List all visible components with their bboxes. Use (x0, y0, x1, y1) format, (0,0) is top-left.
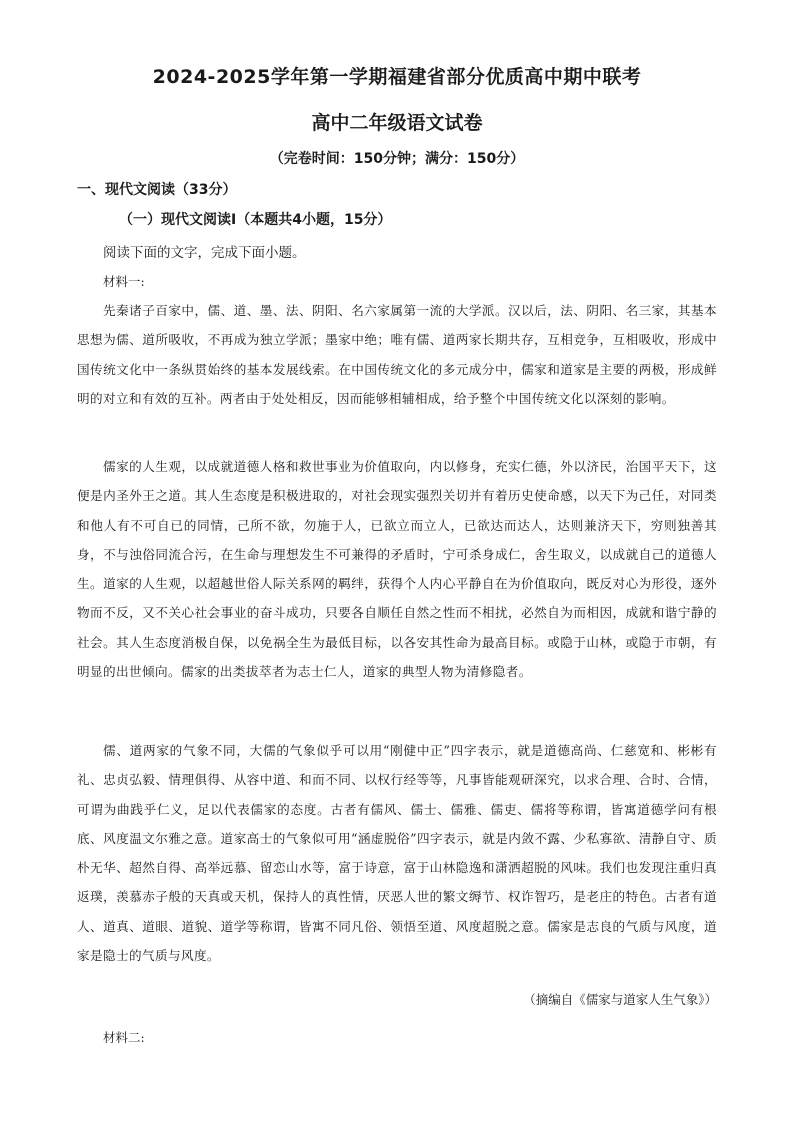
sub-section-heading: （一）现代文阅读Ⅰ（本题共4小题，15分） (119, 212, 392, 228)
exam-time-and-score: （完卷时间：150分钟；满分：150分） (269, 151, 525, 167)
material-two-label: 材料二: (103, 1030, 145, 1045)
passage-paragraph-2: 儒家的人生观，以成就道德人格和救世事业为价值取向，内以修身，充实仁德，外以济民，治国平天下，这便是内圣外王之道。其人生态度是积极进取的，对社会现实强烈关切并有着历史使命感，以天下为己任，对同类和他人有不可自已的同情，己所不欲，勿施于人，已欲立而立人，已欲达而达人，达则兼济天下，穷则独善其身，不与浊俗同流合污，在生命与理想发生不可兼得的矛盾时，宁可杀身成仁，舍生取义，以成就自己的道德人生。道家的人生观，以超越世俗人际关系网的羁绊，获得个人内心平静自在为价值取向，既反对心为形役，逐外物而不反，又不关心社会事业的奋斗成功，只要各自顺任自然之性而不相扰，必然自为而相因，成就和谐宁静的社会。其人生态度消极自保，以免祸全生为最低目标，以各安其性命为最高目标。或隐于山林，或隐于市朝，有明显的出世倾向。儒家的出类拔萃者为志士仁人，道家的典型人物为清修隐者。 (77, 459, 717, 680)
section-heading: 一、现代文阅读（33分） (77, 182, 237, 198)
reading-instruction: 阅读下面的文字，完成下面小题。 (103, 245, 306, 261)
source-citation: （摘编自《儒家与道家人生气象》） (523, 992, 717, 1007)
exam-subtitle: 高中二年级语文试卷 (311, 112, 483, 134)
passage-paragraph-1: 先秦诸子百家中，儒、道、墨、法、阴阳、名六家属第一流的大学派。汉以后，法、阴阳、名三家，其基本思想为儒、道所吸收，不再成为独立学派；墨家中绝；唯有儒、道两家长期共存，互相竞争，互相吸收，形成中国传统文化中一条纵贯始终的基本发展线索。在中国传统文化的多元成分中，儒家和道家是主要的两极，形成鲜明的对立和有效的互补。两者由于处处相反，因而能够相辅相成，给予整个中国传统文化以深刻的影响。 (77, 303, 717, 406)
material-one-label: 材料一: (103, 274, 145, 289)
exam-title: 2024-2025学年第一学期福建省部分优质高中期中联考 (152, 66, 642, 88)
passage-paragraph-3: 儒、道两家的气象不同，大儒的气象似乎可以用“刚健中正”四字表示，就是道德高尚、仁慈宽和、彬彬有礼、忠贞弘毅、情理俱得、从容中道、和而不同、以权行经等等，凡事皆能观研深究，以求合理、合时、合情，可谓为曲践乎仁义，足以代表儒家的态度。古者有儒风、儒士、儒雅、儒吏、儒将等称谓，皆寓道德学问有根底、风度温文尔雅之意。道家高士的气象似可用“涵虚脱俗”四字表示，就是内敛不露、少私寡欲、清静自守、质朴无华、超然自得、高举远慕、留恋山水等，富于诗意，富于山林隐逸和潇洒超脱的风味。我们也发现注重归真返璞，羡慕赤子般的天真或天机，保持人的真性情，厌恶人世的繁文缛节、权诈智巧，是老庄的特色。古者有道人、道真、道眼、道貌、道学等称谓，皆寓不同凡俗、领悟至道、风度超脱之意。儒家是志良的气质与风度，道家是隐士的气质与风度。 (77, 743, 717, 964)
